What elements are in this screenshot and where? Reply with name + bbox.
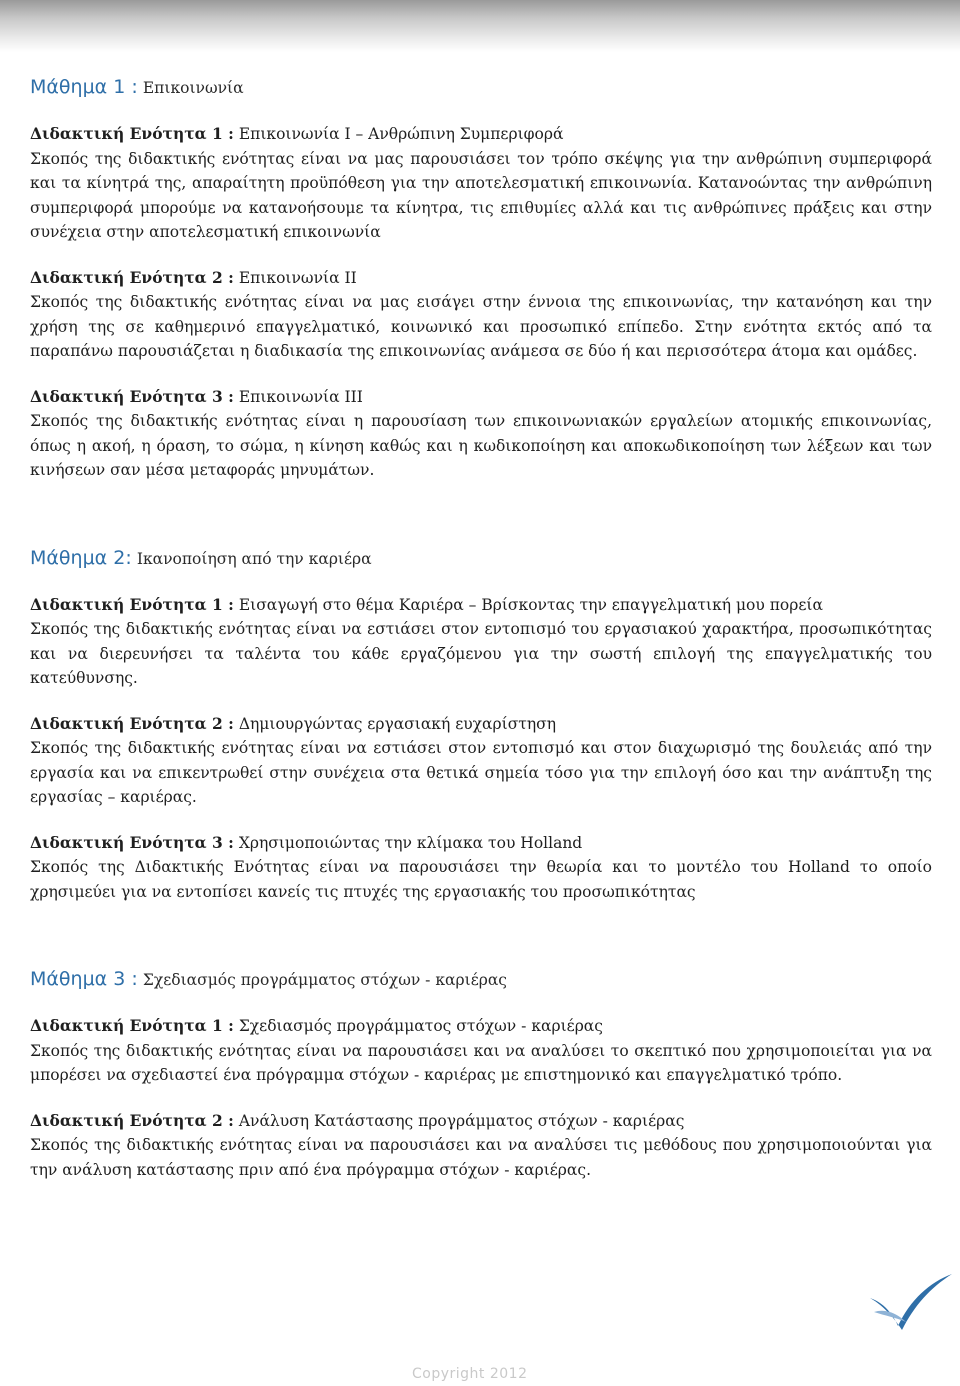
section-spacer (30, 925, 932, 966)
unit-label: Διδακτική Ενότητα 1 : (30, 594, 234, 614)
unit-heading (30, 266, 932, 291)
unit-label: Διδακτική Ενότητα 1 : (30, 124, 234, 143)
header-gradient-band (0, 0, 960, 52)
unit-title: Επικοινωνία ΙΙΙ (238, 387, 363, 406)
lesson-3-heading (30, 966, 932, 993)
unit-title: Επικοινωνία Ι – Ανθρώπινη Συμπεριφορά (238, 125, 564, 143)
lesson-label: Μάθημα 2: (30, 546, 132, 569)
unit-label: Διδακτική Ενότητα 3 : (30, 832, 234, 852)
logo-swoosh-dark (870, 1274, 952, 1330)
lesson-1-heading (30, 74, 932, 101)
lesson-title: Ικανοποίηση από την καριέρα (136, 549, 372, 568)
unit-block (30, 122, 932, 245)
swoosh-check-logo-icon (868, 1272, 954, 1332)
lesson-title: Επικοινωνία (142, 79, 244, 97)
unit-description: Σκοπός της διδακτικής ενότητας είναι η παρουσίαση των επικοινωνιακών εργαλείων ατομικής επικοινωνίας, όπως η ακοή, η όραση, το σώμα, η κίνηση καθώς και η κωδικοποίηση και αποκωδικοποίηση των λέξεων και των κινήσεων σαν μέσα μεταφοράς μηνυμάτων. (30, 412, 932, 479)
unit-block (30, 712, 932, 810)
unit-heading (30, 1109, 932, 1134)
unit-heading (30, 122, 932, 147)
unit-title: Επικοινωνία ΙΙ (238, 268, 357, 287)
unit-label: Διδακτική Ενότητα 2 : (30, 713, 234, 733)
unit-title: Δημιουργώντας εργασιακή ευχαρίστηση (238, 714, 557, 733)
unit-description: Σκοπός της διδακτικής ενότητας είναι να παρουσιάσει και να αναλύσει τις μεθόδους που χρησιμοποιούνται για την ανάλυση κατάστασης πριν από ένα πρόγραμμα στόχων - καριέρας. (30, 1136, 932, 1179)
unit-heading (30, 1014, 932, 1039)
copyright-text: Copyright 2012 (412, 1366, 528, 1382)
unit-label: Διδακτική Ενότητα 1 : (30, 1016, 234, 1035)
unit-block (30, 385, 932, 483)
unit-label: Διδακτική Ενότητα 2 : (30, 1110, 234, 1130)
unit-title: Εισαγωγή στο θέμα Καριέρα – Βρίσκοντας την επαγγελματική μου πορεία (238, 595, 823, 614)
unit-label: Διδακτική Ενότητα 3 : (30, 386, 234, 406)
unit-block (30, 266, 932, 364)
unit-title: Σχεδιασμός προγράμματος στόχων - καριέρας (238, 1017, 603, 1035)
unit-block (30, 831, 932, 905)
section-spacer (30, 504, 932, 545)
document-body (30, 74, 932, 1203)
unit-title: Χρησιμοποιώντας την κλίμακα του Holland (238, 833, 583, 852)
lesson-2-heading (30, 545, 932, 572)
unit-description: Σκοπός της διδακτικής ενότητας είναι να εστιάσει στον εντοπισμό και στον διαχωρισμό της δουλειάς από την εργασία και να επικεντρωθεί στην συνέχεια στα θετικά σημεία τόσο για την επιλογή όσο και την ανάπτυξη της εργασίας – καριέρας. (30, 739, 932, 806)
unit-heading (30, 593, 932, 618)
unit-label: Διδακτική Ενότητα 2 : (30, 267, 234, 287)
unit-description: Σκοπός της Διδακτικής Ενότητας είναι να παρουσιάσει την θεωρία και το μοντέλο του Holland το οποίο χρησιμεύει για να εντοπίσει κανείς τις πτυχές της εργασιακής του προσωπικότητας (30, 858, 932, 901)
unit-description: Σκοπός της διδακτικής ενότητας είναι να μας εισάγει στην έννοια της επικοινωνίας, την κατανόηση και την χρήση της σε καθημερινό επαγγελματικό, κοινωνικό και προσωπικό επίπεδο. Στην ενότητα εκτός από τα παραπάνω παρουσιάζεται η διαδικασία της επικοινωνίας ανάμεσα σε δύο ή και περισσότερα άτομα και ομάδες. (30, 293, 932, 360)
unit-heading (30, 831, 932, 856)
unit-title: Ανάλυση Κατάστασης προγράμματος στόχων - καριέρας (238, 1111, 685, 1130)
unit-heading (30, 385, 932, 410)
unit-description: Σκοπός της διδακτικής ενότητας είναι να εστιάσει στον εντοπισμό του εργασιακού χαρακτήρα, προσωπικότητας και να διερευνήσει τα ταλέντα του κάθε εργαζόμενου για την σωστή επιλογή της επαγγελματικής του κατεύθυνσης. (30, 620, 932, 687)
unit-block (30, 1014, 932, 1088)
lesson-label: Μάθημα 3 : (30, 968, 138, 990)
unit-description: Σκοπός της διδακτικής ενότητας είναι να μας παρουσιάσει τον τρόπο σκέψης για την ανθρώπινη συμπεριφορά και τα κίνητρά της, απαραίτητη προϋπόθεση για την αποτελεσματική επικοινωνία. Κατανοώντας την ανθρώπινη συμπεριφορά μπορούμε να κατανοήσουμε τα κίνητρα, τις επιθυμίες αλλά και τις ανθρώπινες πράξεις και στην συνέχεια στην αποτελεσματική επικοινωνία (30, 149, 932, 241)
unit-block (30, 1109, 932, 1183)
unit-heading (30, 712, 932, 737)
lesson-label: Μάθημα 1 : (30, 76, 138, 98)
unit-block (30, 593, 932, 691)
lesson-title: Σχεδιασμός προγράμματος στόχων - καριέρας (142, 971, 507, 989)
unit-description: Σκοπός της διδακτικής ενότητας είναι να παρουσιάσει και να αναλύσει το σκεπτικό που χρησιμοποιείται για να μπορέσει να σχεδιαστεί ένα πρόγραμμα στόχων - καριέρας με επιστημονικό και επαγγελματικό τρόπο. (30, 1041, 932, 1084)
